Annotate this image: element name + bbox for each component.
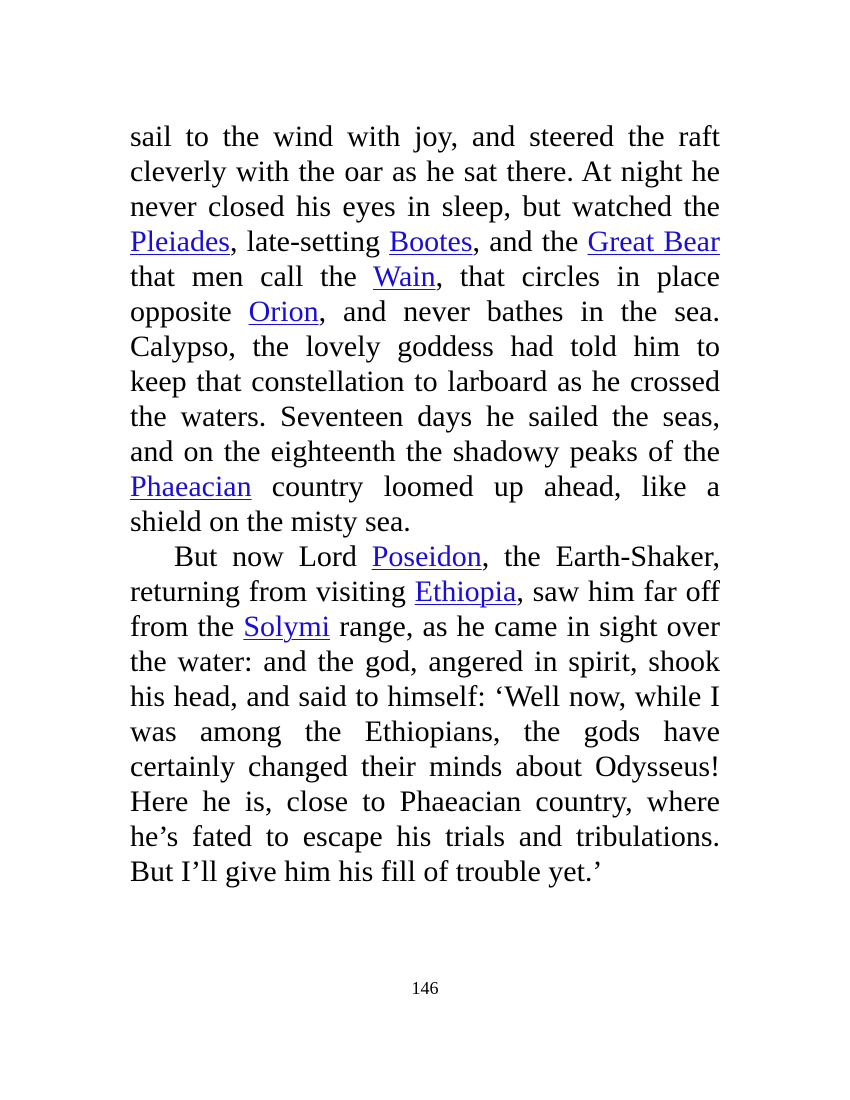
paragraph-continuation (130, 119, 720, 539)
page-body-text (130, 119, 720, 889)
text-run: country loomed up ahead, like a shield on the misty sea. (130, 470, 720, 538)
text-run: But now Lord (174, 540, 372, 573)
page-number: 146 (411, 978, 439, 998)
text-run: range, as he came in sight over the water: and the god, angered in spirit, shook his head, and said to himself: ‘Well now, while I was among the Ethiopians, the gods have certainly changed their minds about Odysseus! Here he is, close to Phaeacian country, where he’s fated to escape his trials and tribulations. But I’ll give him his fill of trouble yet.’ (130, 610, 720, 888)
text-run: , and the (472, 225, 588, 258)
link-great-bear[interactable]: Great Bear (587, 225, 720, 258)
paragraph-poseidon (130, 539, 720, 889)
link-phaeacian[interactable]: Phaeacian (130, 470, 252, 503)
link-ethiopia[interactable]: Ethiopia (414, 575, 517, 608)
text-run: that men call the (130, 260, 374, 293)
link-orion[interactable]: Orion (248, 295, 319, 328)
text-run: , the Earth-Shaker, returning from visiting (130, 540, 721, 608)
link-pleiades[interactable]: Pleiades (130, 225, 230, 258)
text-run: , that circles in place opposite (130, 260, 720, 328)
link-poseidon[interactable]: Poseidon (371, 540, 482, 573)
text-run: , and never bathes in the sea. Calypso, the lovely goddess had told him to keep that constellation to larboard as he crossed the waters. Seventeen days he sailed the seas, and on the eighteenth the shadowy peaks of the (130, 295, 720, 468)
text-run: , late-setting (229, 225, 390, 258)
text-run: , saw him far off from the (130, 575, 721, 643)
link-bootes[interactable]: Bootes (389, 225, 473, 258)
link-solymi[interactable]: Solymi (243, 610, 331, 643)
text-run: sail to the wind with joy, and steered the raft cleverly with the oar as he sat there. At night he never closed his eyes in sleep, but watched the (130, 120, 720, 223)
link-wain[interactable]: Wain (373, 260, 436, 293)
